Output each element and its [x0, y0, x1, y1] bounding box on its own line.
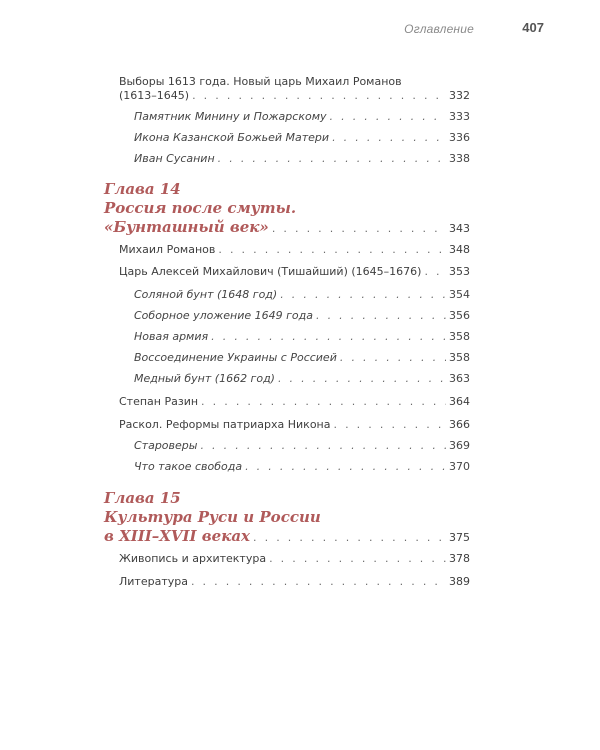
chapter-label[interactable]: Глава 15 [104, 489, 181, 507]
toc-entry-page: 356 [449, 309, 470, 322]
toc-subentry[interactable] [134, 439, 470, 453]
toc-entry[interactable] [119, 575, 470, 589]
toc-entry-title: Литература [119, 575, 188, 588]
leader-dots [334, 418, 447, 432]
chapter-title: в XIII–XVII веках [104, 527, 251, 545]
toc-entry-title: Медный бунт (1662 год) [134, 372, 275, 385]
toc-entry-page: 358 [449, 351, 470, 364]
toc-subentry[interactable] [134, 110, 470, 124]
page-number: 407 [522, 20, 544, 35]
toc-entry-title: Памятник Минину и Пожарскому [134, 110, 327, 123]
toc-entry-page: 343 [449, 222, 470, 235]
leader-dots [278, 372, 446, 386]
toc-entry-page: 338 [449, 152, 470, 165]
toc-entry-page: 333 [449, 110, 470, 123]
leader-dots [272, 222, 446, 235]
toc-subentry[interactable] [134, 309, 470, 323]
leader-dots [332, 131, 446, 145]
toc-subentry[interactable] [134, 351, 470, 365]
toc-entry-page: 389 [449, 575, 470, 588]
toc-entry-title: Раскол. Реформы патриарха Никона [119, 418, 331, 431]
chapter-title-line[interactable] [104, 527, 470, 545]
leader-dots [316, 309, 446, 323]
toc-entry[interactable] [119, 75, 470, 89]
leader-dots [211, 330, 446, 344]
toc-entry-title: Живопись и архитектура [119, 552, 267, 565]
toc-entry[interactable] [119, 243, 470, 257]
leader-dots [330, 110, 446, 124]
toc-entry-title: Новая армия [134, 330, 209, 343]
leader-dots [218, 152, 446, 166]
leader-dots [340, 351, 446, 365]
toc-subentry[interactable] [134, 460, 470, 474]
toc-entry-title: Что такое свобода [134, 460, 243, 473]
toc-entry-page: 354 [449, 288, 470, 301]
leader-dots [280, 288, 446, 302]
leader-dots [253, 531, 446, 544]
leader-dots [424, 265, 446, 279]
leader-dots [245, 460, 446, 474]
leader-dots [192, 89, 446, 103]
toc-entry[interactable] [119, 265, 470, 279]
toc-entry[interactable] [119, 418, 470, 432]
leader-dots [269, 552, 446, 566]
toc-entry-title: Степан Разин [119, 395, 199, 408]
section-title: Оглавление [404, 22, 474, 36]
leader-dots [218, 243, 446, 257]
toc-entry-page: 332 [449, 89, 470, 102]
toc-entry-page: 364 [449, 395, 470, 408]
toc-entry-page: 363 [449, 372, 470, 385]
toc-subentry[interactable] [134, 131, 470, 145]
toc-entry-page: 348 [449, 243, 470, 256]
toc-subentry[interactable] [134, 372, 470, 386]
chapter-label[interactable]: Глава 14 [104, 180, 181, 198]
toc-entry-page: 370 [449, 460, 470, 473]
toc-entry-page: 353 [449, 265, 470, 278]
toc-entry-page: 369 [449, 439, 470, 452]
toc-entry-title: Выборы 1613 года. Новый царь Михаил Романов [119, 75, 402, 88]
toc-entry-title: Царь Алексей Михайлович (Тишайший) (1645–1676) [119, 265, 422, 278]
toc-subentry[interactable] [134, 330, 470, 344]
toc-entry-title: Соляной бунт (1648 год) [134, 288, 278, 301]
chapter-title: «Бунташный век» [104, 218, 269, 236]
toc-subentry[interactable] [134, 152, 470, 166]
chapter-title[interactable]: Культура Руси и России [104, 508, 321, 526]
toc-entry-title: Воссоединение Украины с Россией [134, 351, 337, 364]
toc-entry[interactable] [119, 89, 470, 103]
toc-entry-page: 336 [449, 131, 470, 144]
leader-dots [200, 439, 446, 453]
toc-subentry[interactable] [134, 288, 470, 302]
leader-dots [201, 395, 446, 409]
toc-entry-page: 366 [449, 418, 470, 431]
chapter-title[interactable]: Россия после смуты. [104, 199, 297, 217]
running-header [0, 20, 600, 40]
toc-entry-title: Икона Казанской Божьей Матери [134, 131, 330, 144]
toc-entry-page: 375 [449, 531, 470, 544]
leader-dots [191, 575, 446, 589]
chapter-title-line[interactable] [104, 218, 470, 236]
toc-entry-title: Михаил Романов [119, 243, 216, 256]
toc-entry-page: 358 [449, 330, 470, 343]
toc-entry-title: (1613–1645) [119, 89, 190, 102]
toc-entry-title: Староверы [134, 439, 198, 452]
toc-entry[interactable] [119, 552, 470, 566]
toc-entry-title: Соборное уложение 1649 года [134, 309, 313, 322]
toc-entry-page: 378 [449, 552, 470, 565]
toc-entry[interactable] [119, 395, 470, 409]
toc-entry-title: Иван Сусанин [134, 152, 215, 165]
